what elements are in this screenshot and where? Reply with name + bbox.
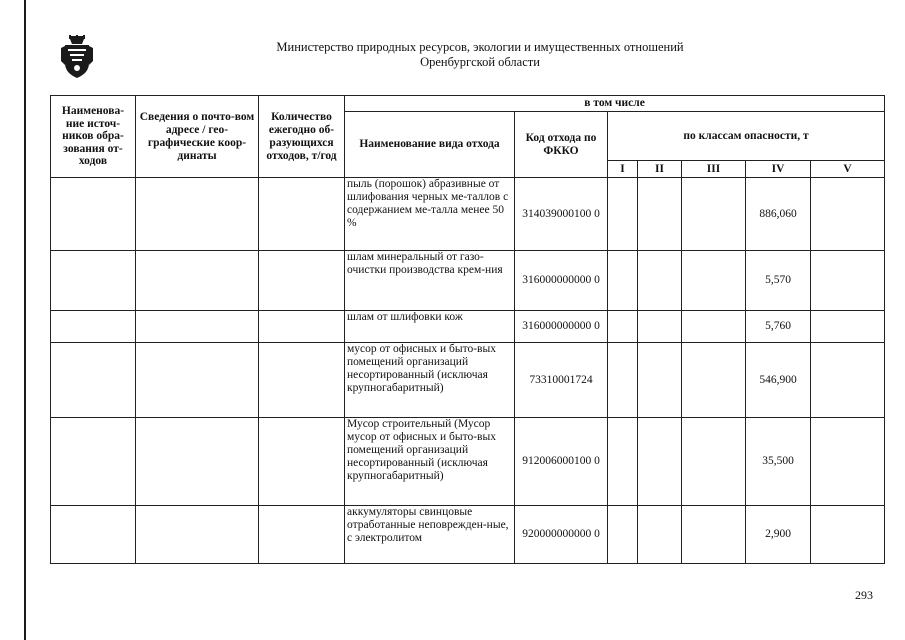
source-name-cell [51,418,136,506]
class-1-cell [608,178,638,251]
quantity-cell [259,178,345,251]
address-cell [136,251,259,311]
waste-name-cell: аккумуляторы свинцовые отработанные неповрежден-ные, с электролитом [345,506,515,564]
table-row [51,418,885,506]
class-5-cell [811,506,885,564]
waste-name-cell: пыль (порошок) абразивные от шлифования черных ме-таллов с содержанием ме-талла менее 50 % [345,178,515,251]
table-row [51,506,885,564]
class-1-cell [608,343,638,418]
class-2-cell [638,311,682,343]
class-2-cell [638,178,682,251]
source-name-cell [51,506,136,564]
table-row [51,251,885,311]
hazard-class-1: I [608,161,638,178]
header-including: в том числе [345,96,885,112]
class-5-cell [811,251,885,311]
class-1-cell [608,311,638,343]
waste-sources-table [50,95,885,564]
orenburg-coat-of-arms-icon [60,35,94,79]
class-3-cell [682,178,746,251]
class-1-cell [608,251,638,311]
table-row [51,178,885,251]
table-row [51,311,885,343]
hazard-class-3: III [682,161,746,178]
quantity-cell [259,506,345,564]
class-1-cell [608,418,638,506]
page-number: 293 [855,588,873,602]
class-2-cell [638,251,682,311]
hazard-class-4: IV [746,161,811,178]
hazard-class-5: V [811,161,885,178]
address-cell [136,418,259,506]
class-4-cell: 546,900 [746,343,811,418]
class-4-cell: 5,570 [746,251,811,311]
address-cell [136,178,259,251]
fkko-code-cell: 920000000000 0 [515,506,608,564]
header-address-coordinates: Сведения о почто-вом адресе / гео-графические коор-динаты [136,96,259,178]
quantity-cell [259,251,345,311]
hazard-class-2: II [638,161,682,178]
quantity-cell [259,311,345,343]
header-annual-quantity: Количество ежегодно об-разующихся отходов, т/год [259,96,345,178]
address-cell [136,343,259,418]
class-5-cell [811,178,885,251]
header-ministry-line: Министерство природных ресурсов, экологии и имущественных отношений [276,40,684,54]
class-4-cell: 886,060 [746,178,811,251]
class-2-cell [638,506,682,564]
waste-name-cell: шлам минеральный от газо-очистки производства крем-ния [345,251,515,311]
waste-name-cell: мусор от офисных и быто-вых помещений организаций несортированный (исключая крупногабаритный) [345,343,515,418]
address-cell [136,506,259,564]
fkko-code-cell: 316000000000 0 [515,251,608,311]
class-3-cell [682,311,746,343]
class-2-cell [638,418,682,506]
class-1-cell [608,506,638,564]
document-header [180,40,780,70]
source-name-cell [51,251,136,311]
source-name-cell [51,343,136,418]
fkko-code-cell: 316000000000 0 [515,311,608,343]
waste-name-cell: шлам от шлифовки кож [345,311,515,343]
fkko-code-cell: 73310001724 [515,343,608,418]
waste-name-cell: Мусор строительный (Мусор мусор от офисных и быто-вых помещений организаций несортированный (исключая крупногабаритный) [345,418,515,506]
source-name-cell [51,178,136,251]
header-source-names: Наименова-ние источ-ников обра-зования от-ходов [51,96,136,178]
class-2-cell [638,343,682,418]
class-3-cell [682,506,746,564]
quantity-cell [259,418,345,506]
table-row [51,343,885,418]
class-3-cell [682,343,746,418]
fkko-code-cell: 912006000100 0 [515,418,608,506]
class-3-cell [682,418,746,506]
address-cell [136,311,259,343]
header-hazard-classes: по классам опасности, т [608,112,885,161]
fkko-code-cell: 314039000100 0 [515,178,608,251]
left-margin-rule [24,0,26,640]
source-name-cell [51,311,136,343]
class-4-cell: 35,500 [746,418,811,506]
header-region-line: Оренбургской области [420,55,540,69]
header-fkko-code: Код отхода по ФККО [515,112,608,178]
class-4-cell: 2,900 [746,506,811,564]
class-5-cell [811,343,885,418]
quantity-cell [259,343,345,418]
class-5-cell [811,418,885,506]
class-5-cell [811,311,885,343]
class-3-cell [682,251,746,311]
class-4-cell: 5,760 [746,311,811,343]
header-waste-type-name: Наименование вида отхода [345,112,515,178]
